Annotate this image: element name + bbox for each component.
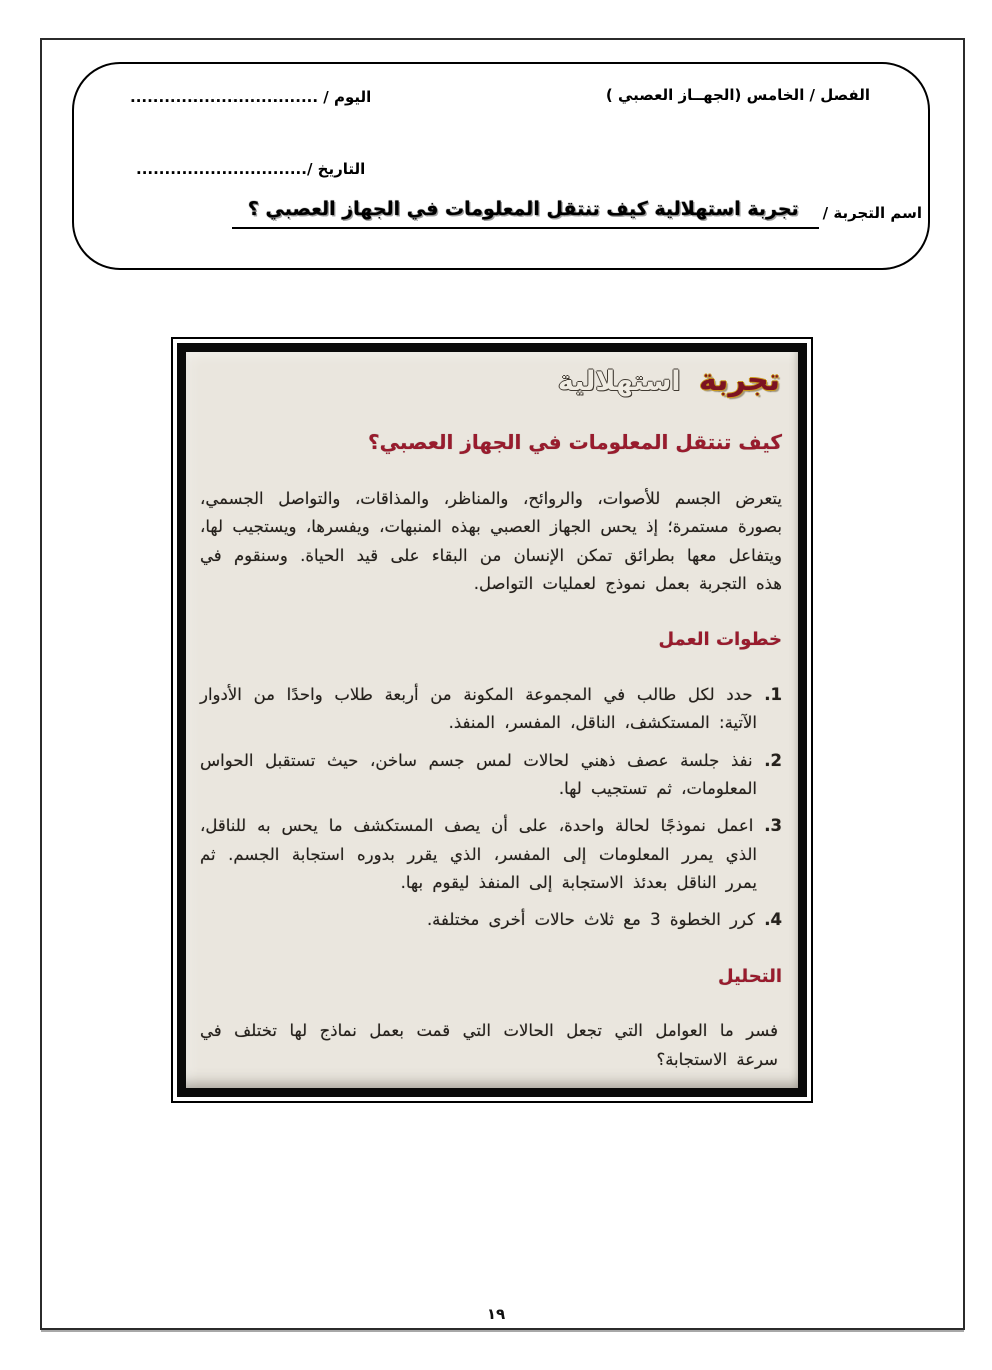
page-number: ١٩ — [486, 1305, 506, 1323]
date-blank-field: التاريخ /.............................. — [136, 160, 366, 178]
experiment-name-label: اسم التجربة / — [822, 204, 922, 222]
header-box — [72, 62, 930, 270]
scanned-experiment-figure — [171, 337, 813, 1103]
day-blank-field: اليوم / ................................. — [130, 88, 372, 106]
experiment-name-row — [232, 198, 922, 229]
analysis-paragraph: فسر ما العوامل التي تجعل الحالات التي قمت بعمل نماذج لها تختلف في سرعة الاستجابة؟ — [200, 1021, 778, 1069]
step-number-2: 2. — [764, 750, 782, 770]
step-item-1 — [200, 681, 782, 738]
scan-question-heading: كيف تنتقل المعلومات في الجهاز العصبي؟ — [368, 430, 782, 455]
step-item-3 — [200, 812, 782, 897]
chapter-field: الفصل / الخامس (الجهــاز العصبي ) — [605, 86, 870, 104]
step-number-3: 3. — [764, 816, 782, 836]
step-number-4: 4. — [764, 910, 782, 930]
scan-intro-paragraph: يتعرض الجسم للأصوات، والروائح، والمناظر، والمذاقات، والتواصل الجسمي، بصورة مستمرة؛ إذ يحس الجهاز العصبي بهذه المنبهات، ويفسرها، ويستجيب لها، ويتفاعل معها بطرائق تمكن الإنسان من البقاء على قيد الحياة. وسنقوم في هذه التجربة بعمل نموذج لعمليات التواصل. — [200, 488, 782, 594]
step-text-1: حدد لكل طالب في المجموعة المكونة من أربعة طلاب واحدًا من الأدوار الآتية: المستكشف، الناقل، المفسر، المنفذ. — [200, 684, 757, 733]
step-text-2: نفذ جلسة عصف ذهني لحالات لمس جسم ساخن، حيث تستقبل الحواس المعلومات، ثم تستجيب لها. — [200, 750, 757, 798]
steps-heading: خطوات العمل — [658, 629, 782, 651]
steps-list — [200, 681, 782, 935]
scan-title — [200, 362, 782, 400]
experiment-name-value: تجربة استهلالية كيف تنتقل المعلومات في الجهاز العصبي ؟ — [232, 198, 819, 229]
step-item-2 — [200, 747, 782, 804]
scan-content — [186, 352, 798, 1088]
scan-inner-frame — [177, 343, 807, 1097]
step-item-4 — [200, 906, 782, 934]
analysis-heading: التحليل — [717, 965, 782, 987]
scan-title-word-introductory: استهلالية — [557, 366, 681, 397]
step-number-1: 1. — [764, 684, 783, 704]
step-text-3: اعمل نموذجًا لحالة واحدة، على أن يصف المستكشف ما يحس به للناقل، الذي يمرر المعلومات إلى المفسر، الذي يقرر بدوره استجابة الجسم. ثم يمرر الناقل بعدئذ الاستجابة إلى المنفذ ليقوم بها. — [200, 816, 757, 893]
scan-title-word-experiment: تجربة — [698, 363, 780, 398]
step-text-4: كرر الخطوة 3 مع ثلاث حالات أخرى مختلفة. — [426, 910, 755, 930]
